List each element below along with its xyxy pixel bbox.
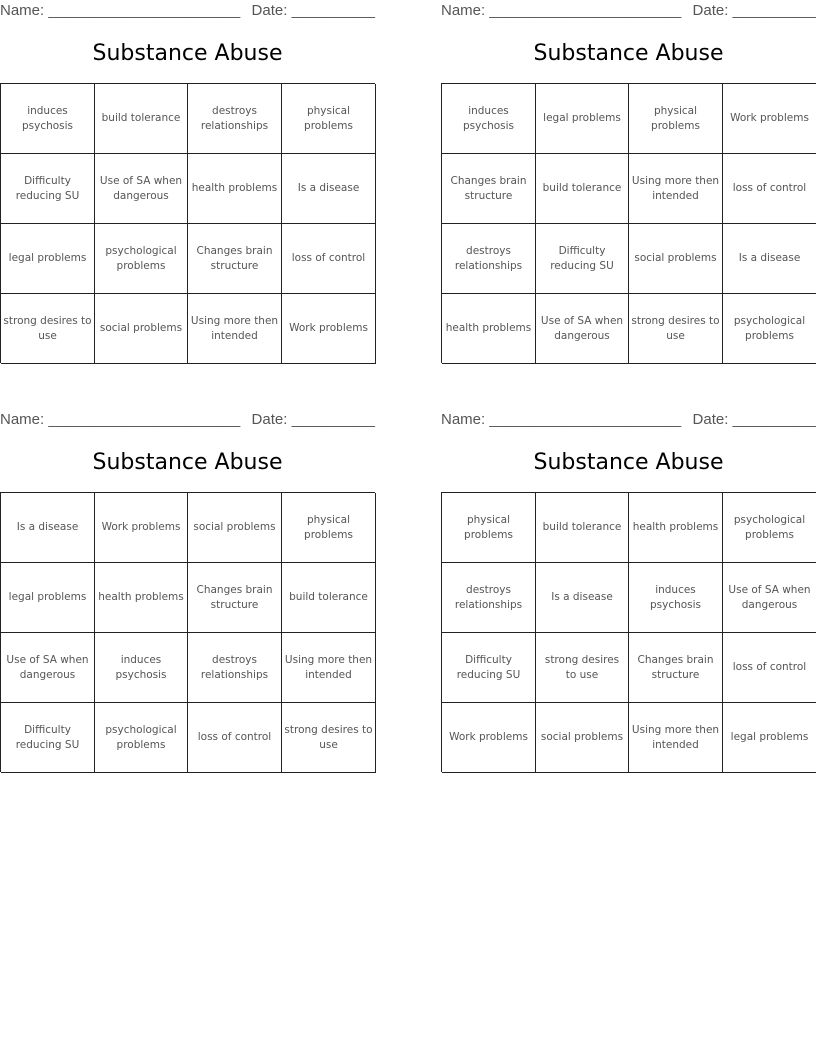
bingo-cell: loss of control <box>723 633 816 703</box>
bingo-cell: destroys relationships <box>188 84 282 154</box>
bingo-cell: social problems <box>188 493 282 563</box>
bingo-card-1 <box>0 0 375 365</box>
bingo-cell: physical problems <box>282 493 376 563</box>
bingo-grid <box>441 83 816 363</box>
bingo-cell: Is a disease <box>536 563 629 633</box>
bingo-cell: induces psychosis <box>629 563 723 633</box>
bingo-cell: legal problems <box>536 84 629 154</box>
bingo-cell: Use of SA when dangerous <box>95 154 188 224</box>
bingo-grid <box>0 83 375 363</box>
bingo-card-3 <box>0 409 375 774</box>
date-field[interactable]: Date: __________ <box>692 411 816 428</box>
bingo-cell: Use of SA when dangerous <box>1 633 95 703</box>
bingo-cell: Work problems <box>723 84 816 154</box>
name-field[interactable]: Name: _______________________ <box>441 411 682 428</box>
bingo-cell: strong desires to use <box>1 294 95 364</box>
bingo-cell: legal problems <box>1 224 95 294</box>
bingo-cell: strong desires to use <box>536 633 629 703</box>
bingo-cell: induces psychosis <box>442 84 536 154</box>
card-title: Substance Abuse <box>92 450 283 475</box>
bingo-card-4 <box>441 409 816 774</box>
bingo-card-2 <box>441 0 816 365</box>
bingo-cell: Work problems <box>442 703 536 773</box>
bingo-cell: health problems <box>442 294 536 364</box>
bingo-cell: Changes brain structure <box>188 563 282 633</box>
bingo-cell: Using more then intended <box>282 633 376 703</box>
bingo-cell: Changes brain structure <box>188 224 282 294</box>
card-title: Substance Abuse <box>533 41 724 66</box>
name-field[interactable]: Name: _______________________ <box>441 2 682 19</box>
bingo-cell: strong desires to use <box>629 294 723 364</box>
name-field[interactable]: Name: _______________________ <box>0 2 241 19</box>
bingo-cell: destroys relationships <box>442 563 536 633</box>
bingo-cell: Work problems <box>95 493 188 563</box>
bingo-cell: Difficulty reducing SU <box>442 633 536 703</box>
bingo-cell: destroys relationships <box>442 224 536 294</box>
bingo-cell: Work problems <box>282 294 376 364</box>
bingo-cell: psychological problems <box>723 493 816 563</box>
bingo-cell: Changes brain structure <box>629 633 723 703</box>
bingo-cell: social problems <box>536 703 629 773</box>
card-title: Substance Abuse <box>533 450 724 475</box>
date-field[interactable]: Date: __________ <box>251 2 375 19</box>
bingo-cell: health problems <box>95 563 188 633</box>
bingo-cell: legal problems <box>1 563 95 633</box>
bingo-cell: build tolerance <box>95 84 188 154</box>
bingo-cell: Is a disease <box>1 493 95 563</box>
bingo-cell: build tolerance <box>536 154 629 224</box>
bingo-cell: Use of SA when dangerous <box>536 294 629 364</box>
bingo-cell: Using more then intended <box>629 703 723 773</box>
bingo-cell: Difficulty reducing SU <box>536 224 629 294</box>
bingo-cell: Is a disease <box>723 224 816 294</box>
bingo-cell: induces psychosis <box>95 633 188 703</box>
bingo-cell: psychological problems <box>723 294 816 364</box>
bingo-cell: social problems <box>95 294 188 364</box>
bingo-cell: build tolerance <box>536 493 629 563</box>
bingo-cell: physical problems <box>442 493 536 563</box>
bingo-grid <box>0 492 375 772</box>
date-field[interactable]: Date: __________ <box>251 411 375 428</box>
bingo-cell: Difficulty reducing SU <box>1 703 95 773</box>
bingo-cell: Using more then intended <box>629 154 723 224</box>
bingo-cell: health problems <box>629 493 723 563</box>
bingo-cell: Using more then intended <box>188 294 282 364</box>
bingo-cell: health problems <box>188 154 282 224</box>
name-field[interactable]: Name: _______________________ <box>0 411 241 428</box>
date-field[interactable]: Date: __________ <box>692 2 816 19</box>
bingo-cell: psychological problems <box>95 224 188 294</box>
bingo-cell: physical problems <box>629 84 723 154</box>
bingo-cell: legal problems <box>723 703 816 773</box>
bingo-cell: Is a disease <box>282 154 376 224</box>
bingo-cell: loss of control <box>188 703 282 773</box>
bingo-cell: strong desires to use <box>282 703 376 773</box>
bingo-cell: Difficulty reducing SU <box>1 154 95 224</box>
bingo-cell: Use of SA when dangerous <box>723 563 816 633</box>
bingo-cell: Changes brain structure <box>442 154 536 224</box>
bingo-cell: induces psychosis <box>1 84 95 154</box>
bingo-cell: social problems <box>629 224 723 294</box>
bingo-cell: loss of control <box>282 224 376 294</box>
bingo-cell: physical problems <box>282 84 376 154</box>
bingo-grid <box>441 492 816 772</box>
card-title: Substance Abuse <box>92 41 283 66</box>
bingo-cell: destroys relationships <box>188 633 282 703</box>
bingo-cell: psychological problems <box>95 703 188 773</box>
bingo-cell: build tolerance <box>282 563 376 633</box>
bingo-cell: loss of control <box>723 154 816 224</box>
